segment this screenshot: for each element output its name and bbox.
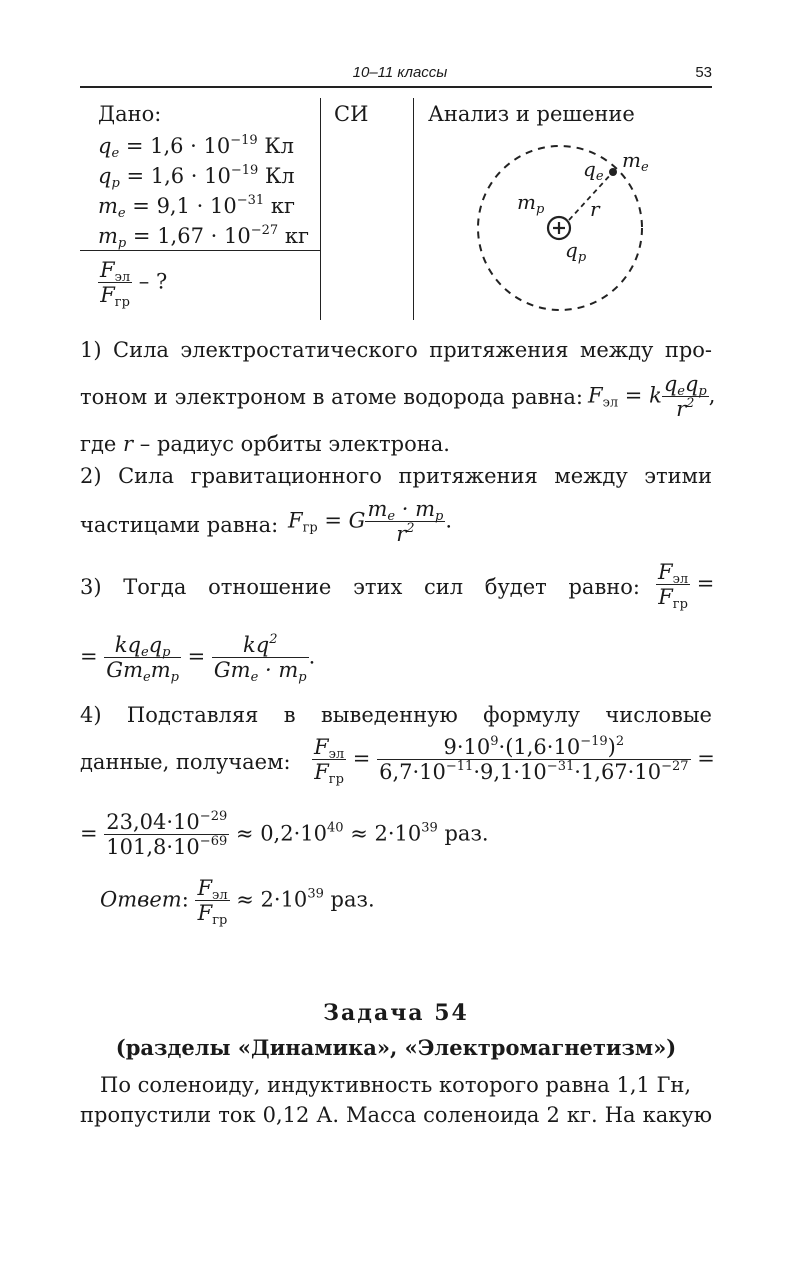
- given-row: $m_p = 1,67 \cdot 10^{-27}$ кг: [98, 223, 309, 251]
- analysis-label: Анализ и решение: [428, 102, 635, 126]
- force-ratio: $\frac{F_{эл}}{F_{гр}}$ =: [658, 560, 715, 613]
- task-text-line1: По соленоиду, индуктивность которого равна 1,1 Гн,: [100, 1073, 692, 1097]
- task-text-line2: пропустили ток 0,12 А. Масса соленоида 2 кг. На какую: [80, 1103, 712, 1127]
- label-qp: $q_p$: [565, 238, 587, 265]
- numeric-substitution: $\frac{F_{эл}}{F_{гр}}$ = $\frac{9\cdot 10^9\cdot(1,6\cdot 10^{-19})^2}{6,7\cdot 10^{-11}\cdot 9,1\cdot 10^{-31}\cdot 1,67\cdot 10^{-27}}$ =: [314, 734, 715, 788]
- step2-line1: 2) Сила гравитационного притяжения между этими: [80, 464, 712, 488]
- given-label: Дано:: [98, 102, 162, 126]
- page-number: 53: [695, 64, 712, 81]
- step4-line2: данные, получаем:: [80, 750, 291, 774]
- table-divider-2: [413, 98, 414, 320]
- label-r: r: [590, 197, 600, 221]
- task-title: Задача 54: [323, 1000, 469, 1026]
- unknown-ratio: $\frac{F_{эл}}{F_{гр}}$ – ?: [100, 258, 168, 311]
- answer: Ответ: $\frac{F_{эл}}{F_{гр}}$ ≈ $2\cdot 10^{39}$ раз.: [100, 876, 375, 929]
- answer-label: Ответ: [100, 887, 182, 912]
- ratio-derivation: = $\frac{kq_eq_p}{Gm_em_p}$ = $\frac{kq^2}{Gm_e \cdot m_p}$ .: [80, 632, 316, 686]
- label-qe: $q_e$: [583, 157, 604, 184]
- table-divider-1: [320, 98, 321, 320]
- task-sections: (разделы «Динамика», «Электромагнетизм»): [115, 1035, 677, 1060]
- given-row: $q_e = 1,6 \cdot 10^{-19}$ Кл: [98, 133, 294, 161]
- step1-line3: где r – радиус орбиты электрона.: [80, 432, 450, 456]
- step3-line1: 3) Тогда отношение этих сил будет равно:: [80, 575, 640, 599]
- si-label: СИ: [334, 102, 369, 126]
- label-me: $m_e$: [622, 148, 649, 175]
- header-rule: [80, 86, 712, 88]
- numeric-result: = $\frac{23,04\cdot 10^{-29}}{101,8\cdot 10^{-69}}$ ≈ $0,2\cdot 10^{40} \approx 2\cdot 10^{39}$ раз.: [80, 809, 489, 860]
- step1-line2: тоном и электроном в атоме водорода равна:: [80, 385, 583, 409]
- running-header-title: 10–11 классы: [352, 64, 448, 81]
- step1-line1: 1) Сила электростатического притяжения между про-: [80, 338, 712, 362]
- step2-line2: частицами равна:: [80, 513, 279, 537]
- given-row: $q_p = 1,6 \cdot 10^{-19}$ Кл: [98, 163, 295, 191]
- gravity-formula: $F_{гр} = G$ $\frac{m_e \cdot m_p}{r^2}$ .: [288, 497, 453, 547]
- label-mp: $m_p$: [517, 190, 545, 217]
- electron-dot: [609, 168, 617, 176]
- step4-line1: 4) Подставляя в выведенную формулу числовые: [80, 703, 712, 727]
- given-row: $m_e = 9,1 \cdot 10^{-31}$ кг: [98, 193, 295, 221]
- given-underline: [80, 250, 321, 251]
- coulomb-formula: $F_{эл} = k$ $\frac{q_eq_p}{r^2}$ ,: [588, 372, 716, 422]
